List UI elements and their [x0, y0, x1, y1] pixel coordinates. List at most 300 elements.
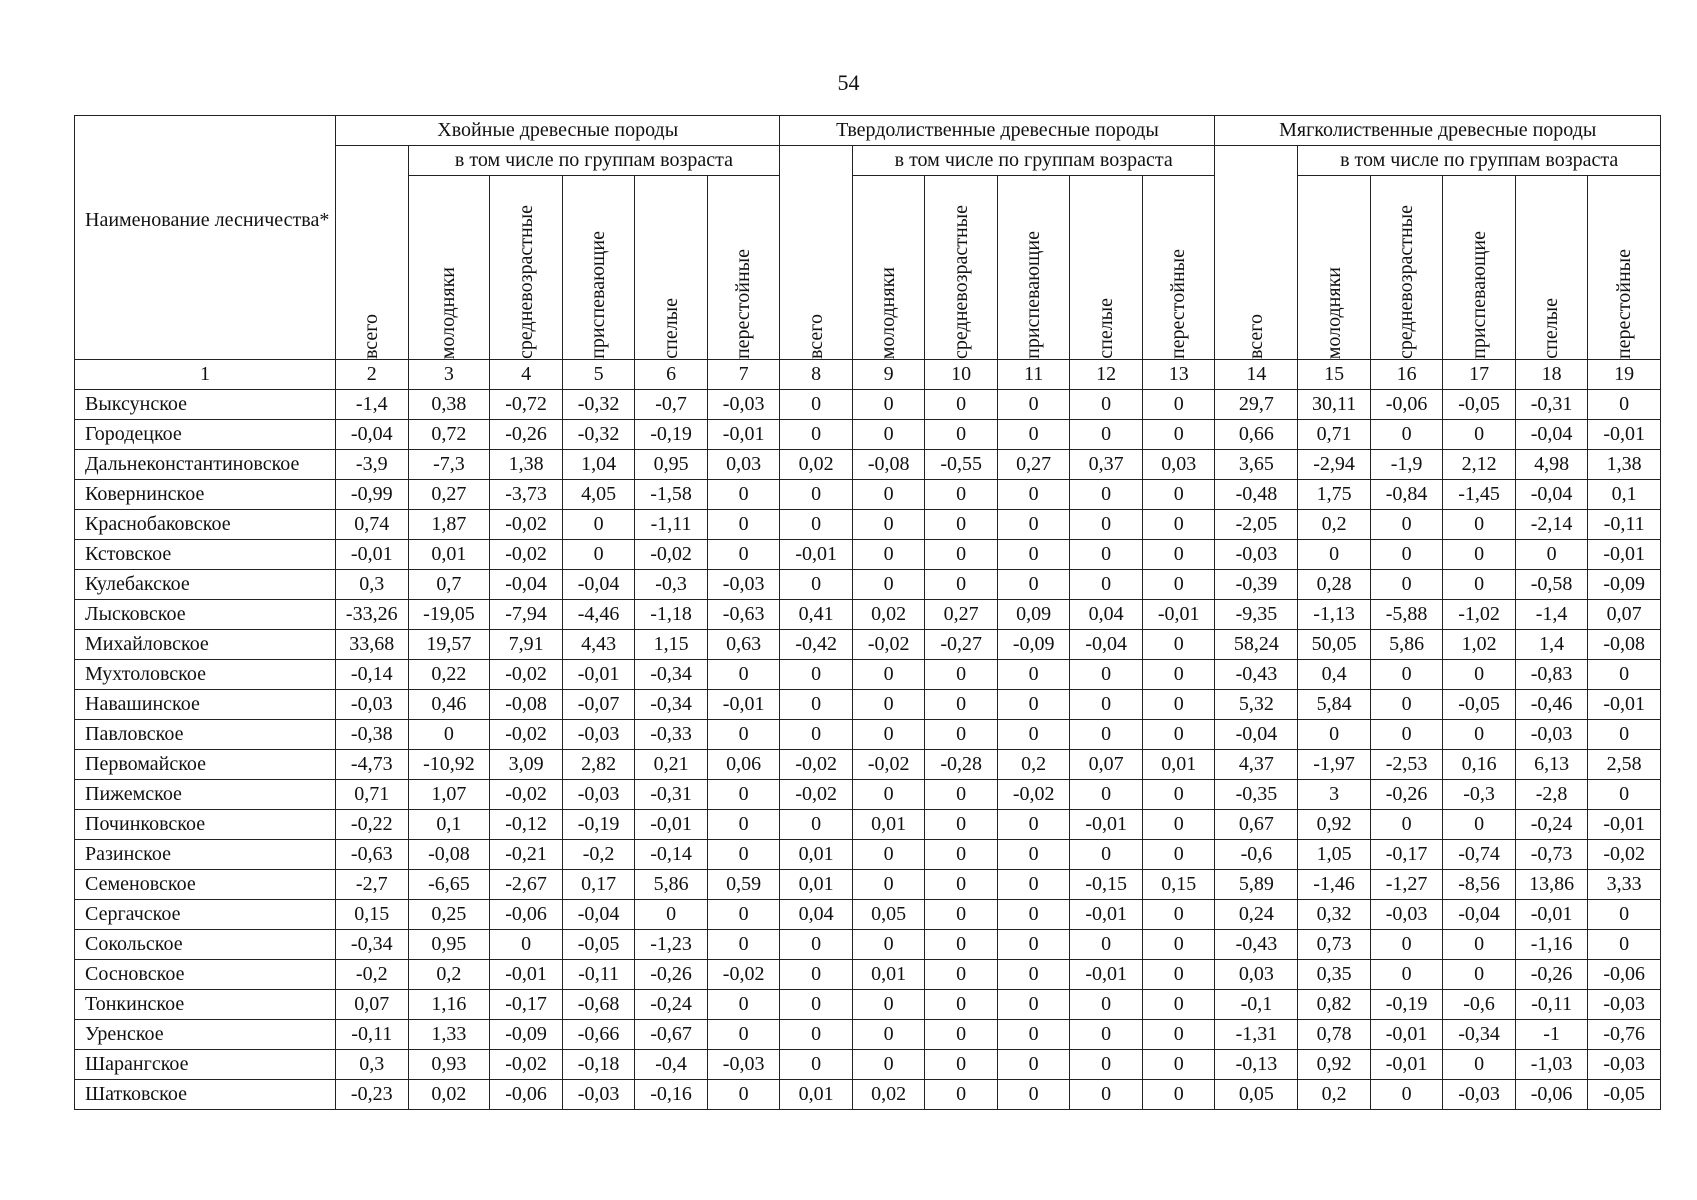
table-row [75, 900, 1661, 930]
table-cell: -0,01 [336, 540, 409, 570]
table-cell: 0,04 [780, 900, 853, 930]
table-cell: 0,78 [1298, 1020, 1371, 1050]
table-row [75, 960, 1661, 990]
table-cell: -0,38 [336, 720, 409, 750]
table-cell: 0 [997, 960, 1070, 990]
table-cell: 0 [1070, 930, 1143, 960]
forestry-name: Кстовское [75, 540, 336, 570]
table-cell: 0 [1142, 570, 1215, 600]
table-cell: 0,73 [1298, 930, 1371, 960]
table-cell: -0,09 [1588, 570, 1661, 600]
table-cell: -0,6 [1215, 840, 1298, 870]
table-cell: -0,02 [635, 540, 708, 570]
column-number: 12 [1070, 360, 1143, 390]
table-cell: 1,38 [1588, 450, 1661, 480]
table-cell: -0,06 [1370, 390, 1443, 420]
table-cell: -0,32 [562, 390, 635, 420]
table-cell: -0,58 [1515, 570, 1588, 600]
table-cell: 0 [925, 900, 998, 930]
table-cell: -3,73 [490, 480, 563, 510]
table-cell: 1,16 [408, 990, 490, 1020]
table-cell: -0,31 [1515, 390, 1588, 420]
table-cell: 0 [925, 930, 998, 960]
table-cell: 0 [925, 1020, 998, 1050]
table-cell: -0,23 [336, 1080, 409, 1110]
table-cell: 0 [1070, 420, 1143, 450]
table-cell: -0,04 [336, 420, 409, 450]
table-cell: -0,28 [925, 750, 998, 780]
column-number: 6 [635, 360, 708, 390]
table-cell: -0,06 [1515, 1080, 1588, 1110]
table-cell: -0,03 [1588, 1050, 1661, 1080]
table-row [75, 570, 1661, 600]
column-number: 13 [1142, 360, 1215, 390]
table-cell: -0,43 [1215, 660, 1298, 690]
table-cell: 1,07 [408, 780, 490, 810]
table-cell: -0,34 [635, 690, 708, 720]
table-cell: 0,07 [1070, 750, 1143, 780]
table-cell: -1,23 [635, 930, 708, 960]
table-row [75, 840, 1661, 870]
header-age-label: средневозрастные [1395, 205, 1418, 359]
table-cell: 0 [780, 930, 853, 960]
table-cell: -7,94 [490, 600, 563, 630]
table-cell: 0 [997, 540, 1070, 570]
table-cell: 0,06 [707, 750, 780, 780]
table-cell: -10,92 [408, 750, 490, 780]
table-cell: 0 [1142, 810, 1215, 840]
table-cell: 0 [997, 930, 1070, 960]
table-cell: 0 [780, 690, 853, 720]
table-body [75, 390, 1661, 1110]
table-cell: 0 [1443, 510, 1516, 540]
table-cell: -0,19 [635, 420, 708, 450]
table-cell: 0,2 [997, 750, 1070, 780]
table-cell: -0,11 [1588, 510, 1661, 540]
table-cell: 0 [780, 570, 853, 600]
table-cell: 0 [925, 390, 998, 420]
table-cell: 0,09 [997, 600, 1070, 630]
header-age-label: перестойные [732, 248, 755, 359]
table-cell: 30,11 [1298, 390, 1371, 420]
header-age-label: перестойные [1167, 248, 1190, 359]
header-total-label: всего [360, 313, 383, 359]
table-cell: -0,34 [336, 930, 409, 960]
page-number: 54 [837, 70, 860, 95]
table-cell: -0,73 [1515, 840, 1588, 870]
header-age-label: спелые [1540, 298, 1563, 359]
table-cell: 0 [997, 990, 1070, 1020]
table-cell: 0 [997, 660, 1070, 690]
table-cell: 0,01 [780, 840, 853, 870]
table-cell: 0 [1370, 420, 1443, 450]
table-cell: -0,03 [562, 720, 635, 750]
table-cell: 0 [780, 420, 853, 450]
table-cell: 0 [707, 660, 780, 690]
table-cell: -1,13 [1298, 600, 1371, 630]
header-age-label: перестойные [1612, 248, 1635, 359]
forestry-name: Краснобаковское [75, 510, 336, 540]
table-cell: -0,01 [490, 960, 563, 990]
table-cell: 0 [1443, 660, 1516, 690]
column-number: 9 [852, 360, 925, 390]
forestry-name: Сергачское [75, 900, 336, 930]
table-cell: -1,18 [635, 600, 708, 630]
table-cell: 29,7 [1215, 390, 1298, 420]
table-cell: -0,01 [1588, 540, 1661, 570]
forestry-name: Сосновское [75, 960, 336, 990]
table-cell: -0,03 [1215, 540, 1298, 570]
table-cell: -0,31 [635, 780, 708, 810]
column-number: 19 [1588, 360, 1661, 390]
forestry-name: Ковернинское [75, 480, 336, 510]
table-cell: -0,12 [490, 810, 563, 840]
table-row [75, 660, 1661, 690]
table-cell: -1,16 [1515, 930, 1588, 960]
table-cell: 2,12 [1443, 450, 1516, 480]
table-cell: -0,63 [707, 600, 780, 630]
table-cell: 0,7 [408, 570, 490, 600]
table-cell: 0 [1370, 660, 1443, 690]
table-cell: -0,03 [707, 390, 780, 420]
table-cell: 0 [925, 660, 998, 690]
table-cell: -0,11 [336, 1020, 409, 1050]
table-cell: -0,08 [1588, 630, 1661, 660]
table-cell: 0 [1142, 1080, 1215, 1110]
table-cell: 0,05 [1215, 1080, 1298, 1110]
table-cell: 0 [1142, 510, 1215, 540]
table-cell: -0,05 [1443, 690, 1516, 720]
table-cell: 7,91 [490, 630, 563, 660]
table-cell: 0,04 [1070, 600, 1143, 630]
table-cell: 0 [707, 840, 780, 870]
table-cell: -0,01 [1588, 420, 1661, 450]
table-cell: 0 [1142, 420, 1215, 450]
table-cell: 5,86 [635, 870, 708, 900]
forestry-name: Кулебакское [75, 570, 336, 600]
table-cell: 0 [997, 1020, 1070, 1050]
table-cell: 0 [562, 510, 635, 540]
table-cell: 0 [925, 1050, 998, 1080]
table-cell: 0 [1070, 1080, 1143, 1110]
header-age-label: молодняки [1322, 266, 1345, 359]
table-cell: 0 [925, 810, 998, 840]
table-cell: 0 [780, 480, 853, 510]
column-number: 5 [562, 360, 635, 390]
table-cell: -0,4 [635, 1050, 708, 1080]
table-cell: -0,04 [490, 570, 563, 600]
table-cell: 0,28 [1298, 570, 1371, 600]
table-cell: -33,26 [336, 600, 409, 630]
table-cell: -0,02 [852, 750, 925, 780]
table-cell: 13,86 [1515, 870, 1588, 900]
table-cell: 0,07 [1588, 600, 1661, 630]
table-cell: -0,14 [336, 660, 409, 690]
table-cell: -0,03 [1370, 900, 1443, 930]
table-cell: 0 [925, 480, 998, 510]
table-cell: -0,66 [562, 1020, 635, 1050]
table-row [75, 870, 1661, 900]
table-cell: -0,15 [1070, 870, 1143, 900]
table-cell: -0,02 [490, 720, 563, 750]
forestry-name: Мухтоловское [75, 660, 336, 690]
header-hardwood-age-1 [925, 176, 998, 360]
table-cell: 0 [925, 990, 998, 1020]
forestry-name: Михайловское [75, 630, 336, 660]
header-softwood-age-2 [1443, 176, 1516, 360]
table-cell: 0 [1070, 840, 1143, 870]
header-age-label: молодняки [877, 266, 900, 359]
table-row [75, 420, 1661, 450]
table-cell: -0,03 [707, 570, 780, 600]
table-cell: 0,05 [852, 900, 925, 930]
table-cell: -0,27 [925, 630, 998, 660]
table-cell: 0 [635, 900, 708, 930]
table-cell: -0,14 [635, 840, 708, 870]
table-cell: -2,8 [1515, 780, 1588, 810]
column-number: 3 [408, 360, 490, 390]
table-cell: 0,32 [1298, 900, 1371, 930]
table-cell: 0,03 [707, 450, 780, 480]
header-hardwood-total [780, 146, 853, 360]
table-cell: -0,46 [1515, 690, 1588, 720]
table-cell: 0,01 [780, 870, 853, 900]
table-cell: 0 [852, 930, 925, 960]
header-age-label: средневозрастные [949, 205, 972, 359]
table-cell: -0,11 [562, 960, 635, 990]
table-cell: 0,2 [1298, 510, 1371, 540]
table-cell: -2,14 [1515, 510, 1588, 540]
table-cell: 0 [1070, 1020, 1143, 1050]
table-cell: 0 [1142, 720, 1215, 750]
table-cell: -0,01 [1070, 960, 1143, 990]
table-cell: -0,06 [490, 900, 563, 930]
table-cell: -0,34 [1443, 1020, 1516, 1050]
table-cell: 1,75 [1298, 480, 1371, 510]
header-conifer-age-4 [707, 176, 780, 360]
table-cell: 0 [997, 900, 1070, 930]
column-number-row [75, 360, 1661, 390]
table-cell: -0,03 [336, 690, 409, 720]
header-conifer-age-1 [490, 176, 563, 360]
table-cell: 0 [1142, 690, 1215, 720]
table-cell: -0,21 [490, 840, 563, 870]
table-cell: -0,06 [490, 1080, 563, 1110]
header-softwood-age-1 [1370, 176, 1443, 360]
table-cell: 0 [997, 810, 1070, 840]
table-cell: 0 [707, 810, 780, 840]
forest-age-table [74, 115, 1661, 1110]
table-cell: 0 [925, 570, 998, 600]
table-cell: 0 [1370, 720, 1443, 750]
table-cell: 0 [997, 720, 1070, 750]
table-cell: 0 [1142, 390, 1215, 420]
table-cell: -0,02 [490, 540, 563, 570]
table-cell: 33,68 [336, 630, 409, 660]
table-row [75, 690, 1661, 720]
table-cell: -2,05 [1215, 510, 1298, 540]
table-cell: 0,16 [1443, 750, 1516, 780]
table-cell: 0 [1070, 990, 1143, 1020]
header-age-label: приспевающие [1467, 231, 1490, 359]
table-cell: -0,01 [1588, 810, 1661, 840]
table-cell: 0 [707, 720, 780, 750]
table-row [75, 990, 1661, 1020]
table-cell: 5,84 [1298, 690, 1371, 720]
table-cell: -19,05 [408, 600, 490, 630]
table-cell: 4,37 [1215, 750, 1298, 780]
table-cell: -0,11 [1515, 990, 1588, 1020]
table-cell: 0 [925, 960, 998, 990]
table-cell: -0,01 [562, 660, 635, 690]
table-cell: -1,03 [1515, 1050, 1588, 1080]
table-cell: -0,09 [997, 630, 1070, 660]
table-cell: 0,3 [336, 1050, 409, 1080]
table-cell: 0 [852, 570, 925, 600]
table-cell: -0,02 [490, 780, 563, 810]
table-cell: -7,3 [408, 450, 490, 480]
table-cell: 0 [1588, 660, 1661, 690]
table-cell: -0,04 [562, 900, 635, 930]
table-cell: -0,3 [635, 570, 708, 600]
table-cell: 3 [1298, 780, 1371, 810]
table-cell: -1,11 [635, 510, 708, 540]
table-cell: -0,48 [1215, 480, 1298, 510]
table-row [75, 780, 1661, 810]
table-cell: -0,02 [852, 630, 925, 660]
table-cell: 0 [1370, 690, 1443, 720]
forestry-name: Навашинское [75, 690, 336, 720]
table-cell: 0,74 [336, 510, 409, 540]
table-cell: 0 [997, 510, 1070, 540]
table-cell: 0 [780, 720, 853, 750]
table-cell: -0,26 [1515, 960, 1588, 990]
table-cell: -0,04 [1443, 900, 1516, 930]
header-age-label: приспевающие [587, 231, 610, 359]
table-cell: 0 [1588, 720, 1661, 750]
table-cell: 0 [852, 480, 925, 510]
table-cell: 0 [852, 1020, 925, 1050]
table-cell: -0,04 [1515, 420, 1588, 450]
table-cell: 0 [1142, 990, 1215, 1020]
header-age-label: приспевающие [1022, 231, 1045, 359]
table-cell: 0,63 [707, 630, 780, 660]
table-cell: 1,04 [562, 450, 635, 480]
table-cell: 0,01 [852, 960, 925, 990]
table-cell: 0,17 [562, 870, 635, 900]
table-cell: 0 [1370, 960, 1443, 990]
table-cell: 0 [707, 930, 780, 960]
table-cell: 0,82 [1298, 990, 1371, 1020]
table-cell: -0,72 [490, 390, 563, 420]
table-cell: 3,65 [1215, 450, 1298, 480]
table-cell: 5,89 [1215, 870, 1298, 900]
table-cell: 0,71 [1298, 420, 1371, 450]
header-hardwood-age-3 [1070, 176, 1143, 360]
table-cell: -0,03 [1588, 990, 1661, 1020]
table-cell: -0,01 [1070, 810, 1143, 840]
table-cell: 0,01 [780, 1080, 853, 1110]
column-number: 18 [1515, 360, 1588, 390]
table-row [75, 480, 1661, 510]
table-cell: 0 [1443, 810, 1516, 840]
table-cell: 0,02 [780, 450, 853, 480]
table-cell: 0 [1443, 930, 1516, 960]
forestry-name: Выксунское [75, 390, 336, 420]
table-row [75, 1020, 1661, 1050]
header-age-label: спелые [659, 298, 682, 359]
header-hardwood-age-0 [852, 176, 925, 360]
table-cell: -1,58 [635, 480, 708, 510]
table-cell: 0,41 [780, 600, 853, 630]
forestry-name: Починковское [75, 810, 336, 840]
table-cell: 0 [490, 930, 563, 960]
table-row [75, 600, 1661, 630]
table-cell: -0,02 [490, 660, 563, 690]
table-cell: -0,04 [562, 570, 635, 600]
forestry-name: Первомайское [75, 750, 336, 780]
table-cell: -0,03 [1515, 720, 1588, 750]
table-cell: -0,04 [1515, 480, 1588, 510]
table-cell: 0,4 [1298, 660, 1371, 690]
table-cell: 0 [997, 1050, 1070, 1080]
table-cell: -4,46 [562, 600, 635, 630]
table-cell: -0,01 [1142, 600, 1215, 630]
table-row [75, 630, 1661, 660]
table-cell: 1,15 [635, 630, 708, 660]
table-cell: 0 [997, 480, 1070, 510]
table-cell: -0,04 [1215, 720, 1298, 750]
table-cell: 0 [925, 690, 998, 720]
table-cell: 5,32 [1215, 690, 1298, 720]
header-hardwood-subgroup: в том числе по группам возраста [852, 146, 1215, 176]
table-cell: -1,45 [1443, 480, 1516, 510]
table-cell: 0 [1443, 720, 1516, 750]
header-softwood-total [1215, 146, 1298, 360]
table-row [75, 540, 1661, 570]
table-cell: 0 [852, 990, 925, 1020]
table-cell: 0 [925, 1080, 998, 1110]
table-cell: -0,01 [1588, 690, 1661, 720]
table-cell: 0,3 [336, 570, 409, 600]
forestry-name: Шатковское [75, 1080, 336, 1110]
table-cell: 58,24 [1215, 630, 1298, 660]
table-cell: 0 [780, 1050, 853, 1080]
table-cell: 0 [1070, 1050, 1143, 1080]
table-cell: -0,02 [1588, 840, 1661, 870]
table-cell: -1,27 [1370, 870, 1443, 900]
table-cell: 0,24 [1215, 900, 1298, 930]
table-cell: 0,66 [1215, 420, 1298, 450]
table-cell: 0,92 [1298, 1050, 1371, 1080]
table-cell: 0,02 [852, 1080, 925, 1110]
table-cell: 3,09 [490, 750, 563, 780]
table-cell: 0,71 [336, 780, 409, 810]
table-cell: -0,7 [635, 390, 708, 420]
table-cell: 19,57 [408, 630, 490, 660]
table-cell: -0,83 [1515, 660, 1588, 690]
table-cell: 0 [1370, 510, 1443, 540]
table-cell: -0,02 [780, 750, 853, 780]
forestry-name: Пижемское [75, 780, 336, 810]
table-cell: 0,02 [408, 1080, 490, 1110]
header-hardwood-age-2 [997, 176, 1070, 360]
header-age-label: средневозрастные [514, 205, 537, 359]
table-cell: -0,04 [1070, 630, 1143, 660]
header-conifer-age-0 [408, 176, 490, 360]
table-cell: 0 [852, 510, 925, 540]
header-conifer-age-2 [562, 176, 635, 360]
